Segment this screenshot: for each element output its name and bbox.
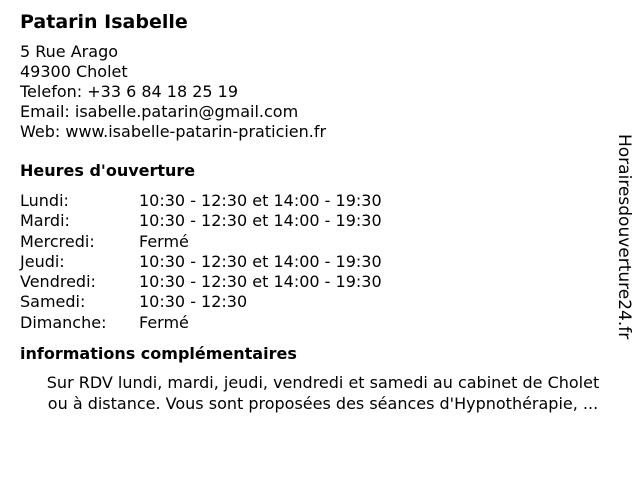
day-label: Samedi: [20,292,86,312]
time-value: 10:30 - 12:30 et 14:00 - 19:30 [139,251,382,271]
hours-row-saturday [20,292,610,312]
time-value: Fermé [139,312,189,332]
hours-title: Heures d'ouverture [20,161,196,180]
time-value: 10:30 - 12:30 et 14:00 - 19:30 [139,272,382,292]
day-label: Dimanche: [20,312,107,332]
day-label: Jeudi: [20,251,65,271]
day-label: Lundi: [20,191,69,210]
day-label: Mardi: [20,211,70,231]
hours-row-tuesday [20,211,610,231]
day-label: Mercredi: [20,231,95,251]
day-label: Vendredi: [20,272,96,292]
info-title: informations complémentaires [20,344,297,364]
hours-row-sunday [20,313,610,333]
hours-row-friday [20,272,610,292]
business-card [20,10,610,414]
web-line: Web: www.isabelle-patarin-praticien.fr [20,122,327,141]
address-city: 49300 Cholet [20,62,128,81]
site-watermark: Horairesdouverture24.fr [614,134,634,340]
hours-row-wednesday [20,232,610,252]
hours-row-thursday [20,252,610,272]
info-text-line-2: ou à distance. Vous sont proposées des séances d'Hypnothérapie, ... [47,394,599,414]
hours-row-monday [20,191,610,211]
email-line: Email: isabelle.patarin@gmail.com [20,102,299,121]
time-value: 10:30 - 12:30 [139,292,248,312]
business-name: Patarin Isabelle [20,11,188,33]
time-value: 10:30 - 12:30 et 14:00 - 19:30 [139,191,382,210]
info-text-line-1: Sur RDV lundi, mardi, jeudi, vendredi et samedi au cabinet de Cholet [46,373,600,393]
address-street: 5 Rue Arago [20,42,119,61]
time-value: Fermé [139,231,189,251]
time-value: 10:30 - 12:30 et 14:00 - 19:30 [139,211,382,231]
phone-line: Telefon: +33 6 84 18 25 19 [20,82,239,101]
hours-table [20,191,610,333]
